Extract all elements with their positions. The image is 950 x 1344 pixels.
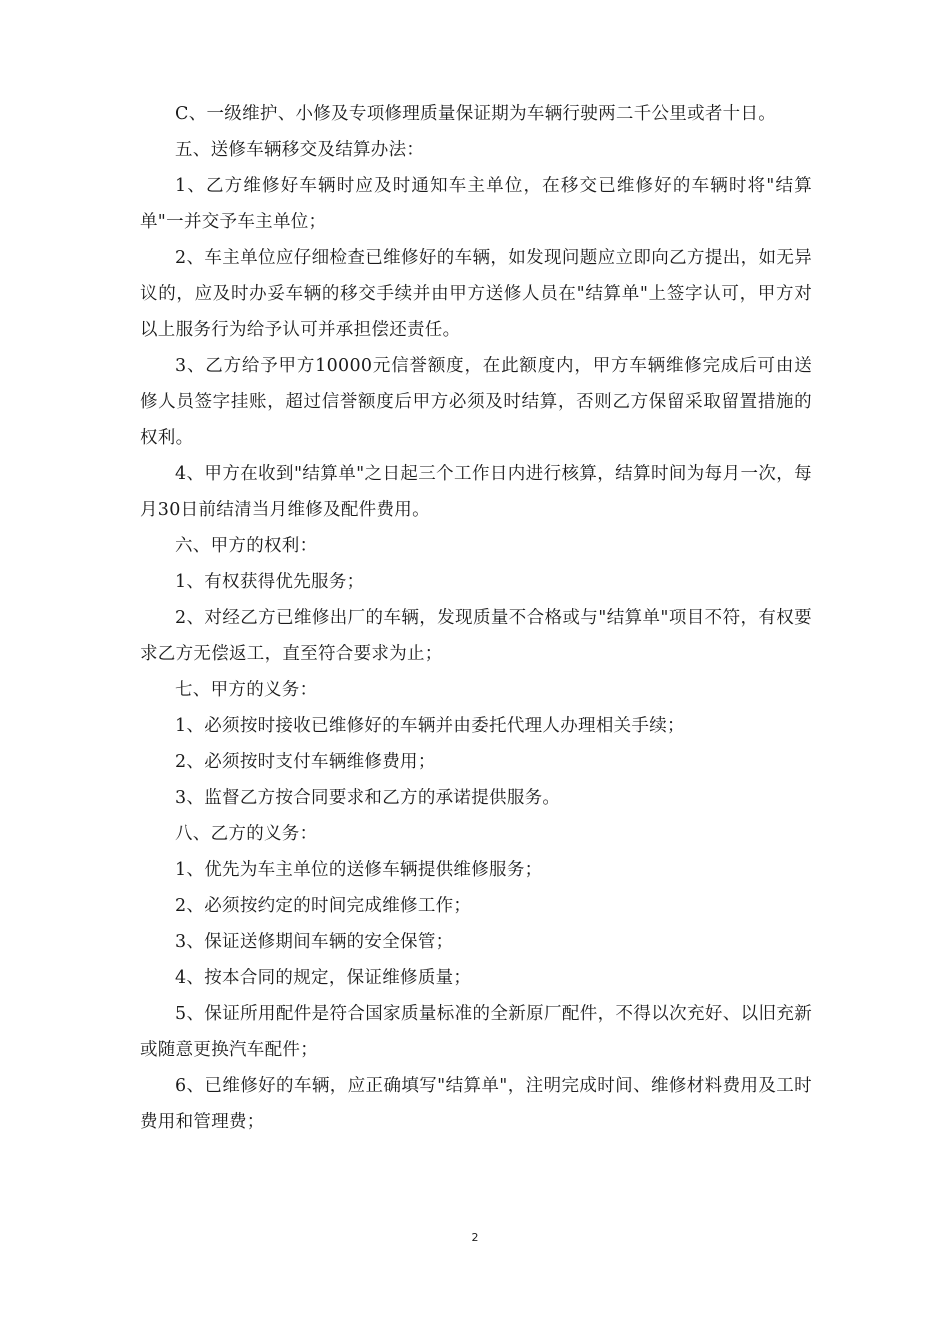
paragraph-7-3: 3、监督乙方按合同要求和乙方的承诺提供服务。 — [175, 788, 561, 808]
paragraph-5-4: 4、甲方在收到"结算单"之日起三个工作日内进行核算，结算时间为每月一次，每月30日前结清当月维修及配件费用。 — [140, 464, 812, 520]
paragraph-8-5: 5、保证所用配件是符合国家质量标准的全新原厂配件，不得以次充好、以旧充新或随意更换汽车配件； — [140, 1004, 812, 1060]
heading-section-7: 七、甲方的义务： — [175, 680, 318, 700]
heading-section-6: 六、甲方的权利： — [175, 536, 318, 556]
paragraph-6-1: 1、有权获得优先服务； — [175, 572, 365, 592]
paragraph-7-2: 2、必须按时支付车辆维修费用； — [175, 752, 436, 772]
paragraph-7-1: 1、必须按时接收已维修好的车辆并由委托代理人办理相关手续； — [175, 716, 685, 736]
page-number: 2 — [471, 1231, 479, 1244]
paragraph-5-2: 2、车主单位应仔细检查已维修好的车辆，如发现问题应立即向乙方提出，如无异议的，应及时办妥车辆的移交手续并由甲方送修人员在"结算单"上签字认可，甲方对以上服务行为给予认可并承担偿还责任。 — [140, 248, 812, 340]
paragraph-warranty-c: C、一级维护、小修及专项修理质量保证期为车辆行驶两二千公里或者十日。 — [175, 104, 777, 124]
heading-section-5: 五、送修车辆移交及结算办法： — [175, 140, 425, 160]
paragraph-8-6: 6、已维修好的车辆，应正确填写"结算单"，注明完成时间、维修材料费用及工时费用和管理费； — [140, 1076, 812, 1132]
paragraph-8-4: 4、按本合同的规定，保证维修质量； — [175, 968, 472, 988]
paragraph-5-3: 3、乙方给予甲方10000元信誉额度，在此额度内，甲方车辆维修完成后可由送修人员签字挂账，超过信誉额度后甲方必须及时结算，否则乙方保留采取留置措施的权利。 — [140, 356, 812, 448]
heading-section-8: 八、乙方的义务： — [175, 824, 318, 844]
paragraph-8-2: 2、必须按约定的时间完成维修工作； — [175, 896, 472, 916]
paragraph-5-1: 1、乙方维修好车辆时应及时通知车主单位，在移交已维修好的车辆时将"结算单"一并交予车主单位； — [140, 176, 812, 232]
paragraph-8-3: 3、保证送修期间车辆的安全保管； — [175, 932, 454, 952]
paragraph-6-2: 2、对经乙方已维修出厂的车辆，发现质量不合格或与"结算单"项目不符，有权要求乙方无偿返工，直至符合要求为止； — [140, 608, 812, 664]
paragraph-8-1: 1、优先为车主单位的送修车辆提供维修服务； — [175, 860, 543, 880]
document-body — [140, 96, 812, 1140]
